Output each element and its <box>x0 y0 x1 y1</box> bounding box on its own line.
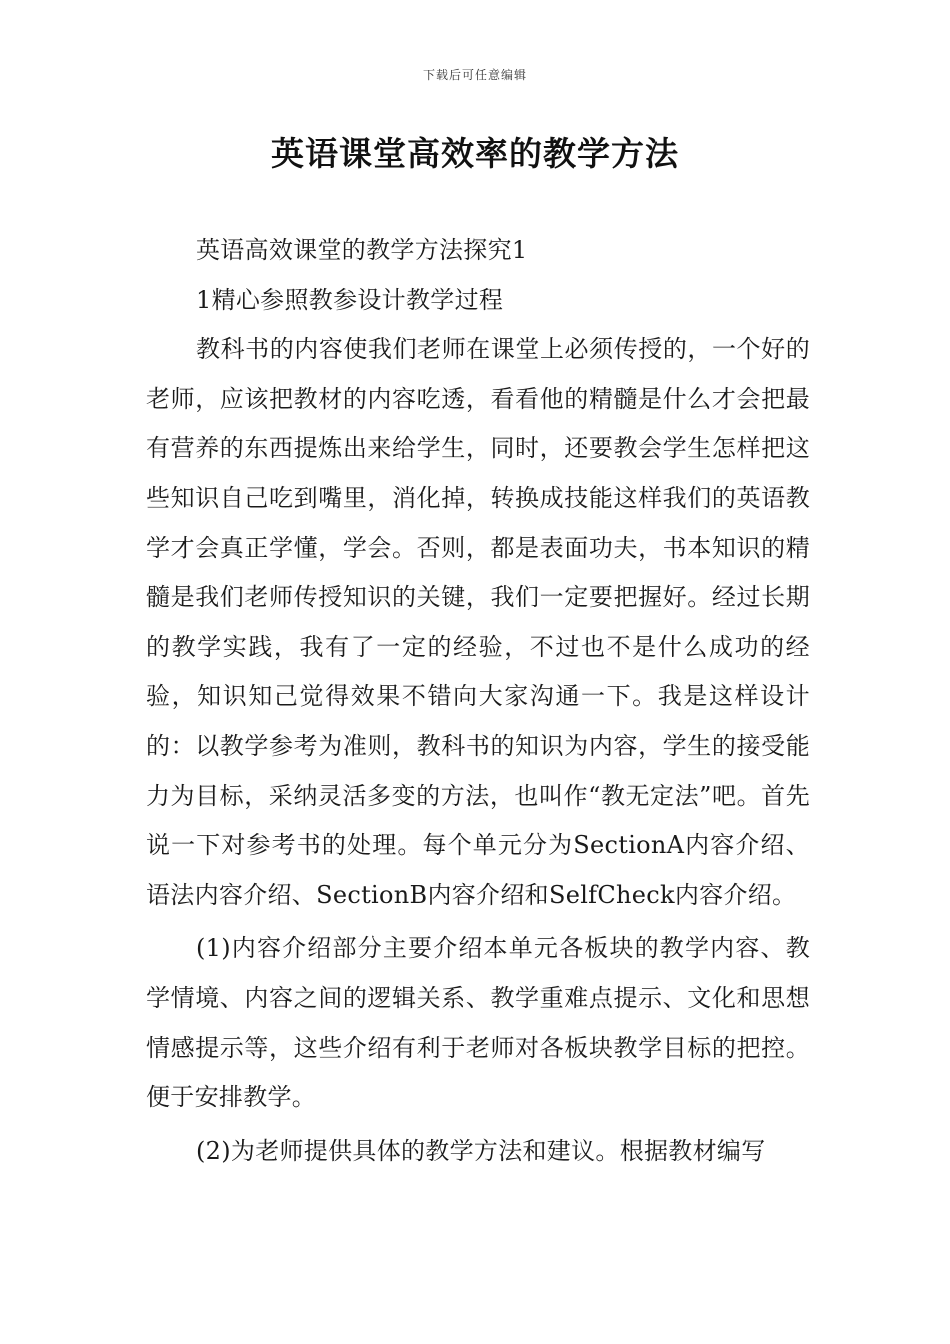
paragraph-body: 教科书的内容使我们老师在课堂上必须传授的，一个好的老师，应该把教材的内容吃透，看看他的精髓是什么才会把最有营养的东西提炼出来给学生，同时，还要教会学生怎样把这些知识自己吃到嘴里，消化掉，转换成技能这样我们的英语教学才会真正学懂，学会。否则，都是表面功夫，书本知识的精髓是我们老师传授知识的关键，我们一定要把握好。经过长期的教学实践，我有了一定的经验，不过也不是什么成功的经验，知识知己觉得效果不错向大家沟通一下。我是这样设计的：以教学参考为准则，教科书的知识为内容，学生的接受能力为目标，采纳灵活多变的方法，也叫作“教无定法”吧。首先说一下对参考书的处理。每个单元分为SectionA内容介绍、语法内容介绍、SectionB内容介绍和SelfCheck内容介绍。 <box>146 335 810 909</box>
paragraph-body: (1)内容介绍部分主要介绍本单元各板块的教学内容、教学情境、内容之间的逻辑关系、教学重难点提示、文化和思想情感提示等，这些介绍有利于老师对各板块教学目标的把控。便于安排教学。 <box>146 934 810 1112</box>
paragraph-body: (2)为老师提供具体的教学方法和建议。根据教材编写 <box>196 1136 766 1165</box>
document-title: 英语课堂高效率的教学方法 <box>271 134 679 173</box>
header-note: 下载后可任意编辑 <box>422 68 527 82</box>
document-body <box>146 226 810 1176</box>
paragraph-section-heading: 1精心参照教参设计教学过程 <box>196 285 504 314</box>
paragraph-subtitle: 英语高效课堂的教学方法探究1 <box>196 236 528 264</box>
